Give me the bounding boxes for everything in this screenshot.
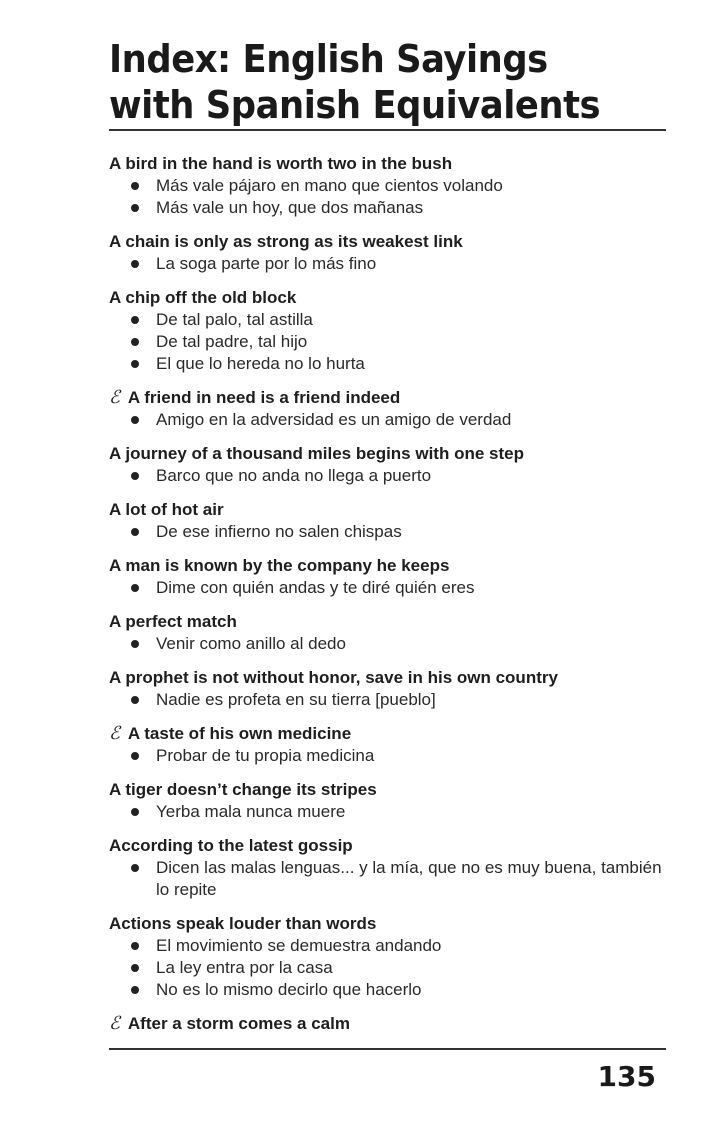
spanish-equivalent [109, 465, 666, 487]
bullet-icon [131, 942, 139, 950]
spanish-equivalent-text: La soga parte por lo más fino [156, 254, 377, 273]
bullet-icon [131, 260, 139, 268]
spanish-equivalent-text: Probar de tu propia medicina [156, 746, 375, 765]
english-saying-text: A friend in need is a friend indeed [127, 388, 401, 407]
index-entry [109, 835, 666, 901]
page-header [109, 36, 666, 128]
english-saying-text: Actions speak louder than words [109, 914, 377, 933]
english-saying-text: A bird in the hand is worth two in the bush [109, 154, 453, 173]
spanish-equivalent [109, 745, 666, 767]
spanish-equivalent [109, 935, 666, 957]
index-entry [109, 1013, 666, 1035]
spanish-equivalents-list [109, 689, 666, 711]
spanish-equivalent [109, 197, 666, 219]
spanish-equivalent-text: Yerba mala nunca muere [156, 802, 346, 821]
bullet-icon [131, 316, 139, 324]
spanish-equivalent-text: Barco que no anda no llega a puerto [156, 466, 432, 485]
bullet-icon [131, 696, 139, 704]
english-saying [109, 555, 666, 577]
index-entry [109, 387, 666, 431]
bullet-icon [131, 416, 139, 424]
english-saying [109, 913, 666, 935]
english-saying-text: A prophet is not without honor, save in his own country [109, 668, 558, 687]
english-saying [109, 443, 666, 465]
spanish-equivalent-text: No es lo mismo decirlo que hacerlo [156, 980, 422, 999]
english-saying-text: A perfect match [109, 612, 237, 631]
english-saying [109, 499, 666, 521]
english-saying-text: A journey of a thousand miles begins with one step [109, 444, 524, 463]
bullet-icon [131, 338, 139, 346]
english-saying [109, 153, 666, 175]
spanish-equivalent [109, 309, 666, 331]
bullet-icon [131, 752, 139, 760]
bullet-icon [131, 528, 139, 536]
index-entry [109, 611, 666, 655]
spanish-equivalent [109, 633, 666, 655]
spanish-equivalents-list [109, 745, 666, 767]
spanish-equivalent-text: De tal padre, tal hijo [156, 332, 308, 351]
bullet-icon [131, 964, 139, 972]
english-saying-text: A chain is only as strong as its weakest link [109, 232, 463, 251]
page-title-line-2: with Spanish Equivalents [109, 83, 601, 127]
spanish-equivalent [109, 979, 666, 1001]
script-e-marker-icon: ℰ [109, 387, 120, 408]
english-saying [109, 835, 666, 857]
index-entry [109, 555, 666, 599]
index-entry [109, 913, 666, 1001]
spanish-equivalents-list [109, 521, 666, 543]
bullet-icon [131, 182, 139, 190]
page-title-line-1: Index: English Sayings [109, 37, 548, 81]
english-saying-text: A taste of his own medicine [127, 724, 352, 743]
spanish-equivalent [109, 957, 666, 979]
spanish-equivalents-list [109, 801, 666, 823]
index-entry [109, 231, 666, 275]
index-entry [109, 443, 666, 487]
spanish-equivalent-text: Más vale pájaro en mano que cientos volando [156, 176, 503, 195]
page-title [109, 36, 667, 128]
index-entry [109, 779, 666, 823]
spanish-equivalent [109, 521, 666, 543]
script-e-marker-icon: ℰ [109, 1013, 120, 1034]
english-saying-text: A chip off the old block [109, 288, 297, 307]
spanish-equivalent [109, 577, 666, 599]
spanish-equivalents-list [109, 309, 666, 375]
spanish-equivalent-text: El que lo hereda no lo hurta [156, 354, 365, 373]
spanish-equivalent-text: Amigo en la adversidad es un amigo de verdad [156, 410, 512, 429]
english-saying-text: A tiger doesn’t change its stripes [109, 780, 377, 799]
english-saying-text: After a storm comes a calm [127, 1014, 350, 1033]
spanish-equivalent-text: De ese infierno no salen chispas [156, 522, 402, 541]
sayings-index-list [109, 153, 666, 1047]
english-saying [109, 1013, 666, 1035]
bullet-icon [131, 204, 139, 212]
english-saying [109, 723, 666, 745]
script-e-marker-icon: ℰ [109, 723, 120, 744]
english-saying [109, 611, 666, 633]
english-saying [109, 387, 666, 409]
spanish-equivalent [109, 175, 666, 197]
spanish-equivalents-list [109, 409, 666, 431]
english-saying-text: A man is known by the company he keeps [109, 556, 450, 575]
spanish-equivalent-text: Nadie es profeta en su tierra [pueblo] [156, 690, 436, 709]
spanish-equivalent-text: Más vale un hoy, que dos mañanas [156, 198, 424, 217]
spanish-equivalent-text: Dicen las malas lenguas... y la mía, que no es muy buena, también lo repite [156, 858, 662, 899]
bullet-icon [131, 640, 139, 648]
spanish-equivalents-list [109, 465, 666, 487]
spanish-equivalents-list [109, 253, 666, 275]
bullet-icon [131, 584, 139, 592]
spanish-equivalent-text: La ley entra por la casa [156, 958, 333, 977]
title-divider [109, 129, 666, 131]
english-saying-text: According to the latest gossip [109, 836, 353, 855]
spanish-equivalents-list [109, 577, 666, 599]
spanish-equivalent [109, 353, 666, 375]
spanish-equivalent-text: El movimiento se demuestra andando [156, 936, 442, 955]
spanish-equivalents-list [109, 935, 666, 1001]
index-entry [109, 287, 666, 375]
index-entry [109, 499, 666, 543]
bullet-icon [131, 472, 139, 480]
index-entry [109, 723, 666, 767]
bullet-icon [131, 864, 139, 872]
spanish-equivalent [109, 801, 666, 823]
spanish-equivalents-list [109, 633, 666, 655]
spanish-equivalent [109, 409, 666, 431]
spanish-equivalents-list [109, 175, 666, 219]
spanish-equivalent-text: Dime con quién andas y te diré quién eres [156, 578, 475, 597]
index-entry [109, 667, 666, 711]
english-saying [109, 667, 666, 689]
page-number: 135 [597, 1060, 656, 1093]
english-saying [109, 231, 666, 253]
bullet-icon [131, 360, 139, 368]
english-saying [109, 287, 666, 309]
bullet-icon [131, 808, 139, 816]
bullet-icon [131, 986, 139, 994]
spanish-equivalent [109, 331, 666, 353]
spanish-equivalent-text: Venir como anillo al dedo [156, 634, 346, 653]
spanish-equivalent [109, 857, 666, 901]
spanish-equivalents-list [109, 857, 666, 901]
index-entry [109, 153, 666, 219]
spanish-equivalent-text: De tal palo, tal astilla [156, 310, 313, 329]
spanish-equivalent [109, 689, 666, 711]
english-saying-text: A lot of hot air [109, 500, 224, 519]
spanish-equivalent [109, 253, 666, 275]
footer-divider [109, 1048, 666, 1050]
english-saying [109, 779, 666, 801]
